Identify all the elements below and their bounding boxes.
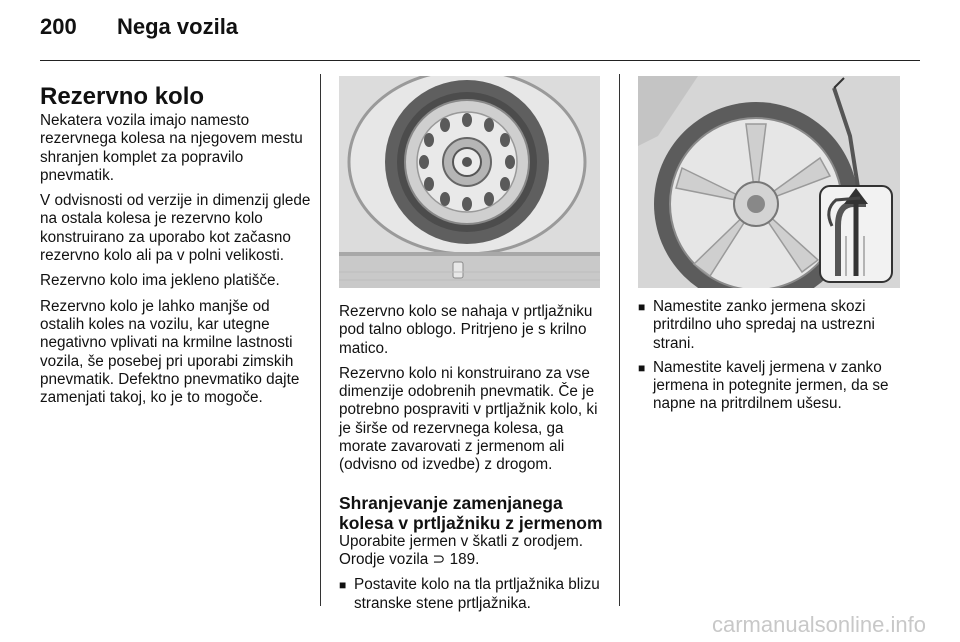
column-divider-2 bbox=[619, 74, 620, 606]
wheel-strap-figure bbox=[638, 76, 900, 288]
watermark: carmanualsonline.info bbox=[711, 612, 926, 637]
column-3 bbox=[638, 298, 908, 420]
bullet-icon: ■ bbox=[339, 578, 347, 593]
paragraph: Rezervno kolo ni konstruirano za vse dimenzije odobrenih pnevmatik. Če je potrebno pospraviti v prtljažnik kolo, ki je širše od rezervnega kolesa, ga morate zavarovati z jermenom ali (odvisno od izvedbe) z drogom. bbox=[339, 364, 598, 474]
list-item bbox=[638, 298, 908, 353]
reference-text: Uporabite jermen v škatli z orodjem. Orodje vozila bbox=[339, 532, 583, 568]
list-item bbox=[339, 576, 609, 613]
paragraph: Rezervno kolo ima jekleno platišče. bbox=[40, 272, 280, 290]
tool-reference-paragraph bbox=[339, 533, 609, 570]
header-rule bbox=[40, 60, 920, 61]
list-item-text: Namestite kavelj jermena v zanko jermena in potegnite jermen, da se napne na pritrdilnem ušesu. bbox=[653, 358, 889, 413]
spare-wheel-figure bbox=[339, 76, 600, 288]
column-1 bbox=[40, 84, 312, 414]
paragraph: Nekatera vozila imajo namesto rezervnega kolesa na njegovem mestu shranjen komplet za popravilo pnevmatik. bbox=[40, 112, 303, 184]
page-reference-icon: ⊃ bbox=[432, 550, 446, 568]
list-item-text: Namestite zanko jermena skozi pritrdilno uho spredaj na ustrezni strani. bbox=[653, 298, 875, 352]
bullet-icon: ■ bbox=[638, 360, 646, 375]
bullet-icon: ■ bbox=[638, 300, 646, 314]
column-2 bbox=[339, 303, 609, 619]
list-item bbox=[638, 359, 908, 414]
page-title: Nega vozila bbox=[117, 14, 239, 39]
column-divider-1 bbox=[320, 74, 321, 606]
paragraph: V odvisnosti od verzije in dimenzij glede na ostala kolesa je rezervno kolo konstruirano za uporabo kot začasno rezervno kolo ali pa v polni velikosti. bbox=[40, 192, 311, 265]
paragraph: Rezervno kolo se nahaja v prtljažniku pod talno oblogo. Pritrjeno je s krilno matico. bbox=[339, 303, 593, 357]
list-item-text: Postavite kolo na tla prtljažnika blizu stranske stene prtljažnika. bbox=[354, 576, 600, 612]
bullet-list bbox=[339, 576, 609, 613]
bullet-list bbox=[638, 298, 908, 414]
paragraph: Rezervno kolo je lahko manjše od ostalih koles na vozilu, kar utegne negativno vplivati na krmilne lastnosti vozila, še posebej pri uporabi zimskih pnevmatik. Defektno pnevmatiko dajte zamenjati takoj, ko je to mogoče. bbox=[40, 297, 300, 407]
reference-page: 189. bbox=[445, 550, 480, 568]
section-heading: Rezervno kolo bbox=[40, 83, 205, 110]
subsection-heading: Shranjevanje zamenjanega kolesa v prtljažniku z jermenom bbox=[339, 492, 603, 533]
page-number: 200 bbox=[40, 14, 77, 39]
